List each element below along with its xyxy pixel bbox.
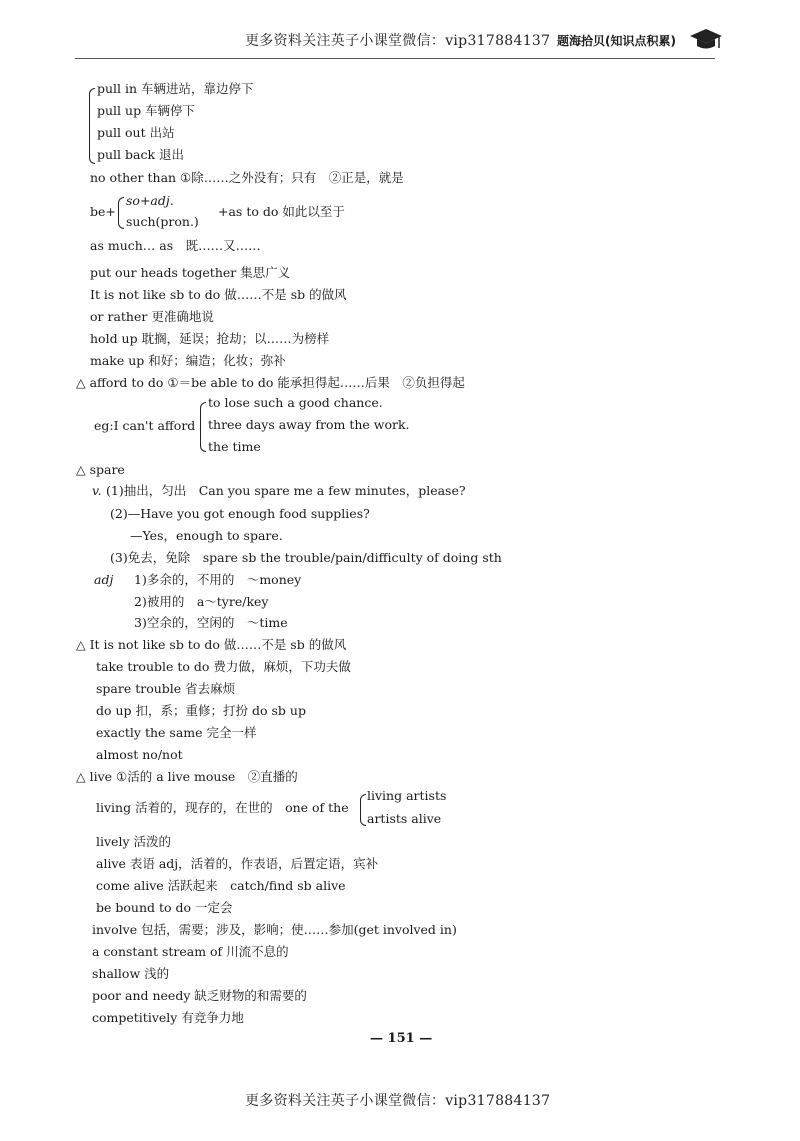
spare-v2: (2)—Have you got enough food supplies?: [110, 506, 370, 521]
spare-adj1: 1)多余的，不用的 ～money: [134, 572, 302, 587]
book-tag: 题海拾贝(知识点积累): [557, 34, 676, 48]
line-involve: involve 包括，需要；涉及，影响；使……参加(get involved in): [92, 922, 457, 937]
line-spare-trouble: spare trouble 省去麻烦: [96, 681, 236, 696]
spare-title: △ spare: [76, 462, 125, 477]
line-not-like-2: △ It is not like sb to do 做……不是 sb 的做风: [76, 637, 347, 652]
afford-eg: eg:I can't afford: [94, 418, 196, 433]
as-much: as much… as 既……又……: [90, 238, 261, 253]
line-competitively: competitively 有竞争力地: [92, 1010, 244, 1025]
line-make-up: make up 和好；编造；化妆；弥补: [90, 353, 286, 368]
spare-adj2: 2)被用的 a～tyre/key: [134, 594, 269, 609]
footer-promo: 更多资料关注英子小课堂微信：vip317884137: [245, 1093, 551, 1109]
line-stream: a constant stream of 川流不息的: [92, 944, 289, 959]
be-suffix: +as to do 如此以至于: [218, 204, 345, 219]
afford-opt2: three days away from the work.: [208, 417, 410, 432]
afford-opt3: the time: [208, 439, 261, 454]
line-alive: alive 表语 adj，活着的，作表语，后置定语，宾补: [96, 856, 379, 871]
line-or-rather: or rather 更准确地说: [90, 309, 214, 324]
spare-adj-label: adj: [94, 572, 114, 587]
pull-out: pull out 出站: [97, 125, 175, 140]
line-do-up: do up 扣，系；重修；打扮 do sb up: [96, 703, 306, 718]
header-promo: 更多资料关注英子小课堂微信：vip317884137: [245, 33, 551, 49]
spare-adj3: 3)空余的，空闲的 ～time: [134, 615, 288, 630]
living-opt2: artists alive: [367, 811, 442, 826]
no-other-than: no other than ①除……之外没有；只有 ②正是，就是: [90, 170, 404, 185]
line-come-alive: come alive 活跃起来 catch/find sb alive: [96, 878, 346, 893]
line-lively: lively 活泼的: [96, 834, 171, 849]
pull-brace: [89, 88, 95, 164]
afford-opt1: to lose such a good chance.: [208, 395, 383, 410]
line-bound: be bound to do 一定会: [96, 900, 233, 915]
spare-v2b: —Yes，enough to spare.: [130, 528, 283, 543]
line-almost: almost no/not: [96, 747, 183, 762]
be-brace: [118, 197, 124, 229]
spare-v1: (1)抽出，匀出 Can you spare me a few minutes，please?: [106, 483, 466, 498]
living-brace: [360, 794, 366, 826]
header-rule: [75, 58, 715, 59]
line-shallow: shallow 浅的: [92, 966, 170, 981]
line-take-trouble: take trouble to do 费力做，麻烦，下功夫做: [96, 659, 351, 674]
spare-v-label: v.: [92, 483, 102, 498]
be-prefix: be+: [90, 204, 116, 219]
be-opt1: so+adj.: [126, 193, 174, 208]
afford-line: △ afford to do ①＝be able to do 能承担得起……后果 ②负担得起: [76, 375, 465, 390]
be-opt2: such(pron.): [126, 214, 199, 229]
pull-in: pull in 车辆进站，靠边停下: [97, 81, 254, 96]
graduation-cap-icon: [688, 26, 724, 52]
living-opt1: living artists: [367, 788, 447, 803]
spare-v3: (3)免去，免除 spare sb the trouble/pain/difficulty of doing sth: [110, 550, 502, 565]
line-poor: poor and needy 缺乏财物的和需要的: [92, 988, 307, 1003]
pull-up: pull up 车辆停下: [97, 103, 196, 118]
line-not-like: It is not like sb to do 做……不是 sb 的做风: [90, 287, 347, 302]
pull-back: pull back 退出: [97, 147, 185, 162]
page-number: — 151 —: [370, 1031, 433, 1046]
line-exactly: exactly the same 完全一样: [96, 725, 257, 740]
living-line: living 活着的，现存的，在世的 one of the: [96, 800, 349, 815]
line-put-heads: put our heads together 集思广义: [90, 265, 291, 280]
line-hold-up: hold up 耽搁，延误；抢劫；以……为榜样: [90, 331, 330, 346]
live-line: △ live ①活的 a live mouse ②直播的: [76, 769, 298, 784]
afford-brace: [200, 402, 206, 452]
